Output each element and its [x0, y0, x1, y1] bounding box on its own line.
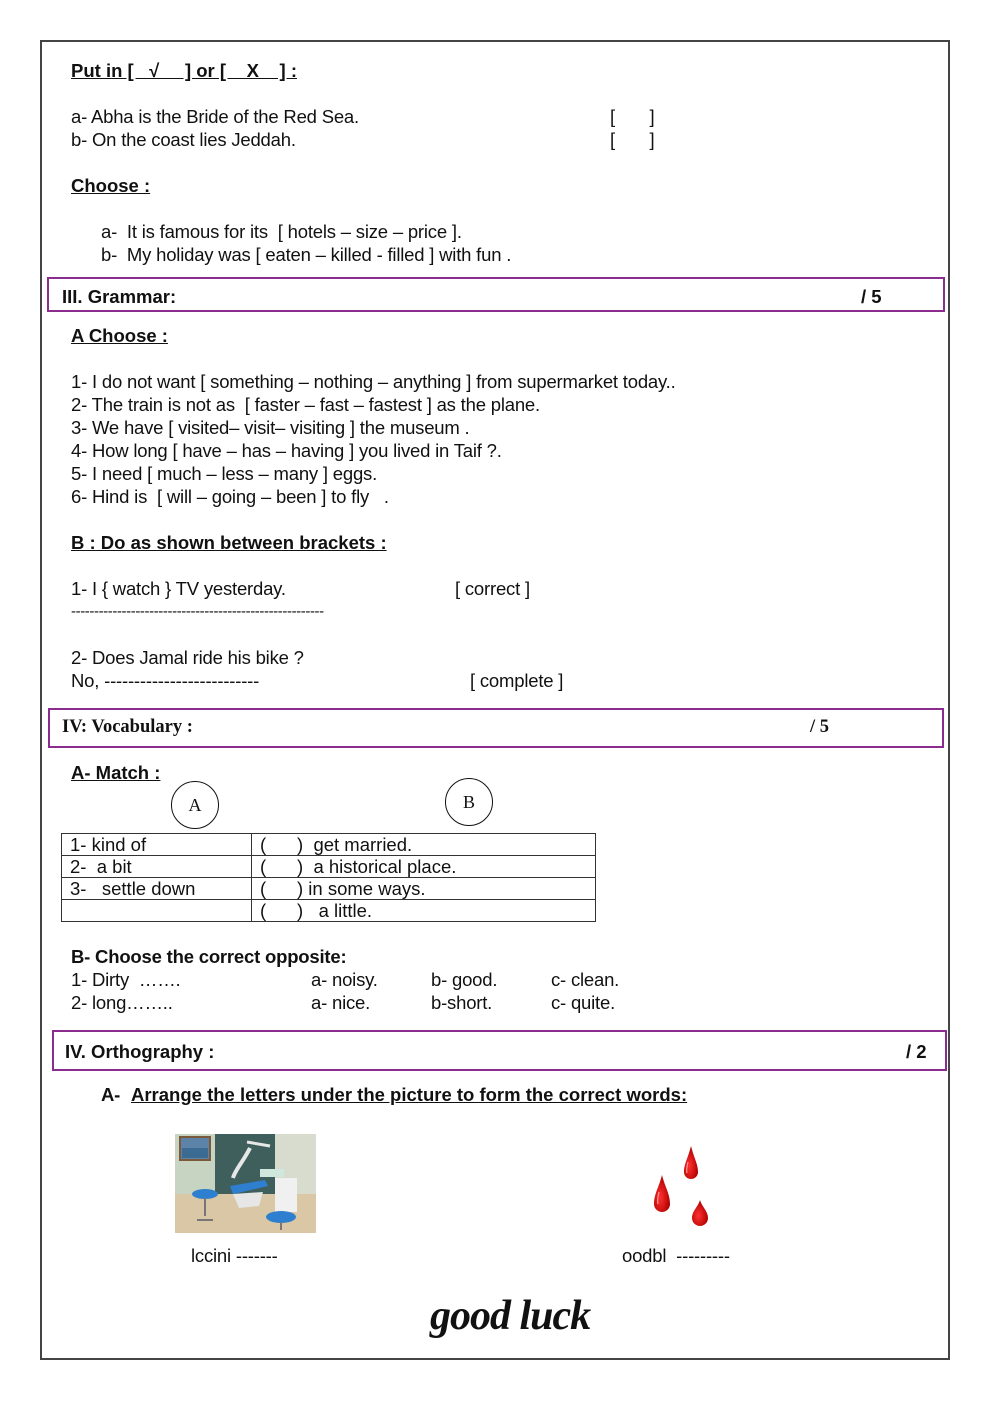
- grammar-item-4: 4- How long [ have – has – having ] you lived in Taif ?.: [71, 440, 502, 461]
- opposite-option-1b[interactable]: b- good.: [431, 969, 498, 990]
- transform-question-1: 1- I { watch } TV yesterday.: [71, 578, 286, 599]
- choose-heading: Choose :: [71, 175, 151, 196]
- scrambled-word-1[interactable]: lccini -------: [191, 1245, 278, 1266]
- table-row: [62, 834, 596, 856]
- true-false-heading: Put in [ √ ] or [ X ] :: [71, 60, 297, 81]
- grammar-item-3: 3- We have [ visited– visit– visiting ] the museum .: [71, 417, 470, 438]
- opposite-heading: B- Choose the correct opposite:: [71, 946, 347, 967]
- match-definition[interactable]: ( ) a historical place.: [252, 856, 596, 878]
- answer-box-a[interactable]: [ ]: [610, 106, 655, 127]
- match-term: 2- a bit: [62, 856, 252, 878]
- opposite-option-2b[interactable]: b-short.: [431, 992, 493, 1013]
- grammar-item-5: 5- I need [ much – less – many ] eggs.: [71, 463, 378, 484]
- opposite-option-1c[interactable]: c- clean.: [551, 969, 620, 990]
- column-a-circle: [171, 781, 219, 829]
- transform-instruction-1: [ correct ]: [455, 578, 530, 599]
- statement-a: a- Abha is the Bride of the Red Sea.: [71, 106, 359, 127]
- vocabulary-title: IV: Vocabulary :: [62, 717, 193, 737]
- dental-clinic-photo: [175, 1134, 316, 1233]
- match-definition[interactable]: ( ) in some ways.: [252, 878, 596, 900]
- answer-line-1[interactable]: -------------------------------------------------------: [71, 603, 324, 620]
- match-heading: A- Match :: [71, 762, 161, 783]
- grammar-title: III. Grammar:: [62, 286, 177, 307]
- statement-b: b- On the coast lies Jeddah.: [71, 129, 296, 150]
- opposite-word-1: 1- Dirty …….: [71, 969, 181, 990]
- match-term: [62, 900, 252, 922]
- grammar-item-2: 2- The train is not as [ faster – fast – fastest ] as the plane.: [71, 394, 540, 415]
- opposite-option-1a[interactable]: a- noisy.: [311, 969, 378, 990]
- match-table: [61, 833, 596, 922]
- match-definition[interactable]: ( ) get married.: [252, 834, 596, 856]
- blood-drops-picture: [640, 1142, 720, 1232]
- vocabulary-score: / 5: [810, 717, 830, 737]
- arrange-heading: Arrange the letters under the picture to form the correct words:: [131, 1084, 688, 1105]
- table-row: [62, 900, 596, 922]
- column-b-label: B: [462, 791, 475, 812]
- opposite-option-2c[interactable]: c- quite.: [551, 992, 616, 1013]
- grammar-part-b-heading: B : Do as shown between brackets :: [71, 532, 387, 553]
- grammar-section-header: [47, 277, 945, 312]
- choose-item-b: b- My holiday was [ eaten – killed - filled ] with fun .: [101, 244, 512, 265]
- scrambled-word-2[interactable]: oodbl ---------: [622, 1245, 730, 1266]
- answer-line-2[interactable]: No, --------------------------: [71, 670, 260, 691]
- match-term: 3- settle down: [62, 878, 252, 900]
- table-row: [62, 878, 596, 900]
- grammar-item-1: 1- I do not want [ something – nothing – anything ] from supermarket today..: [71, 371, 676, 392]
- orthography-section-header: [52, 1030, 947, 1071]
- column-b-circle: [445, 778, 493, 826]
- opposite-option-2a[interactable]: a- nice.: [311, 992, 371, 1013]
- match-term: 1- kind of: [62, 834, 252, 856]
- transform-instruction-2: [ complete ]: [470, 670, 564, 691]
- table-row: [62, 856, 596, 878]
- orthography-title: IV. Orthography :: [65, 1041, 215, 1062]
- answer-box-b[interactable]: [ ]: [610, 129, 655, 150]
- choose-item-a: a- It is famous for its [ hotels – size – price ].: [101, 221, 462, 242]
- opposite-word-2: 2- long……..: [71, 992, 173, 1013]
- column-a-label: A: [188, 794, 202, 815]
- transform-question-2: 2- Does Jamal ride his bike ?: [71, 647, 304, 668]
- grammar-item-6: 6- Hind is [ will – going – been ] to fly .: [71, 486, 389, 507]
- vocabulary-section-header: [48, 708, 944, 748]
- match-definition[interactable]: ( ) a little.: [252, 900, 596, 922]
- grammar-score: / 5: [861, 286, 882, 307]
- orthography-score: / 2: [906, 1041, 927, 1062]
- grammar-part-a-heading: A Choose :: [71, 325, 168, 346]
- good-luck-text: good luck: [430, 1293, 591, 1339]
- arrange-heading-prefix: A-: [101, 1084, 121, 1105]
